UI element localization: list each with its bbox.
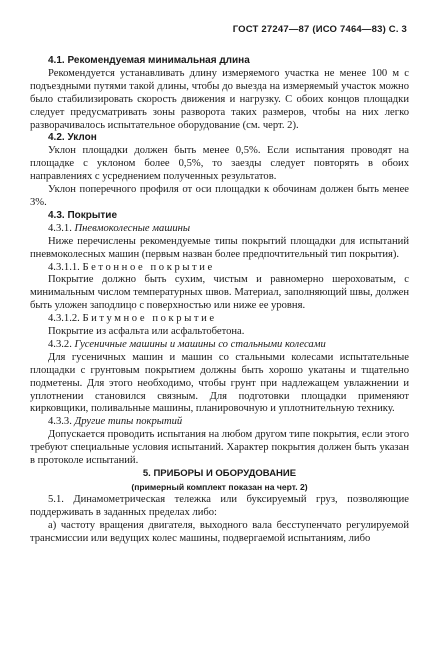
document-body bbox=[30, 55, 409, 545]
section-5-subtitle: (примерный комплект показан на черт. 2) bbox=[131, 481, 308, 492]
section-4-3-heading: 4.3. Покрытие bbox=[48, 209, 118, 221]
section-4-2-heading: 4.2. Уклон bbox=[48, 132, 97, 144]
section-5-title: 5. ПРИБОРЫ И ОБОРУДОВАНИЕ bbox=[142, 468, 297, 479]
section-4-3-1-1-text: Покрытие должно быть сухим, чистым и равномерно шероховатым, с минимальным числом температурных швов. Материал, заполняющий швы, должен быть уложен заподлицо с поверхностью или ниже ее уровня. bbox=[30, 274, 409, 312]
section-4-1-heading: 4.1. Рекомендуемая минимальная длина bbox=[48, 55, 250, 66]
section-4-3-1-2-text: Покрытие из асфальта или асфальтобетона. bbox=[48, 326, 245, 338]
section-4-3-2-heading: 4.3.2. Гусеничные машины и машины со стальными колесами bbox=[48, 338, 326, 350]
section-4-1-text: Рекомендуется устанавливать длину измеряемого участка не менее 100 м с подъездными путями такой длины, чтобы до выезда на измеряемый участок можно было стабилизировать скорость движения и нагрузку. С обоих концов площадки следует предусматривать зоны разворота таких размеров, чтобы на них легко разворачивалось испытательное оборудование (см. черт. 2). bbox=[30, 67, 409, 131]
section-5-1-text: 5.1. Динамометрическая тележка или буксируемый груз, позволяющие поддерживать в заданных пределах либо: bbox=[30, 493, 409, 518]
section-4-3-1-1-heading: 4.3.1.1. Бетонное покрытие bbox=[48, 261, 215, 273]
section-4-3-1-2-heading: 4.3.1.2. Битумное покрытие bbox=[48, 313, 217, 325]
section-4-3-1-text: Ниже перечислены рекомендуемые типы покрытий площадки для испытаний пневмоколесных машин (первым назван более предпочтительный тип покрытия). bbox=[30, 235, 409, 260]
section-4-3-3-heading: 4.3.3. Другие типы покрытий bbox=[48, 416, 183, 428]
section-5-1-item-a: а) частоту вращения двигателя, выходного вала бесступенчато регулируемой трансмиссии или ведущих колес машины, подвергаемой испытаниям, либо bbox=[30, 519, 409, 544]
section-4-3-1-heading: 4.3.1. Пневмоколесные машины bbox=[48, 222, 191, 234]
section-4-2-text-1: Уклон площадки должен быть менее 0,5%. Если испытания проводят на площадке с уклоном более 0,5%, то заезды следует повторять в обоих направлениях с усреднением полученных результатов. bbox=[30, 145, 409, 183]
page-header: ГОСТ 27247—87 (ИСО 7464—83) С. 3 bbox=[232, 24, 407, 35]
section-4-2-text-2: Уклон поперечного профиля от оси площадки к обочинам должен быть менее 3%. bbox=[30, 184, 409, 208]
section-4-3-3-text: Допускается проводить испытания на любом другом типе покрытия, если этого требуют специальные условия испытаний. Характер покрытия должен быть указан в протоколе испытаний. bbox=[30, 429, 409, 467]
section-4-3-2-text: Для гусеничных машин и машин со стальными колесами испытательные площадки с грунтовым покрытием должны быть хорошо укатаны и тщательно подметены. Для этого необходимо, чтобы грунт при надлежащем увлажнении и уплотнении становился связным. Для подготовки площадки применяют кирковщики, поливальные машины, планировочную и уплотнительную технику. bbox=[30, 351, 409, 415]
